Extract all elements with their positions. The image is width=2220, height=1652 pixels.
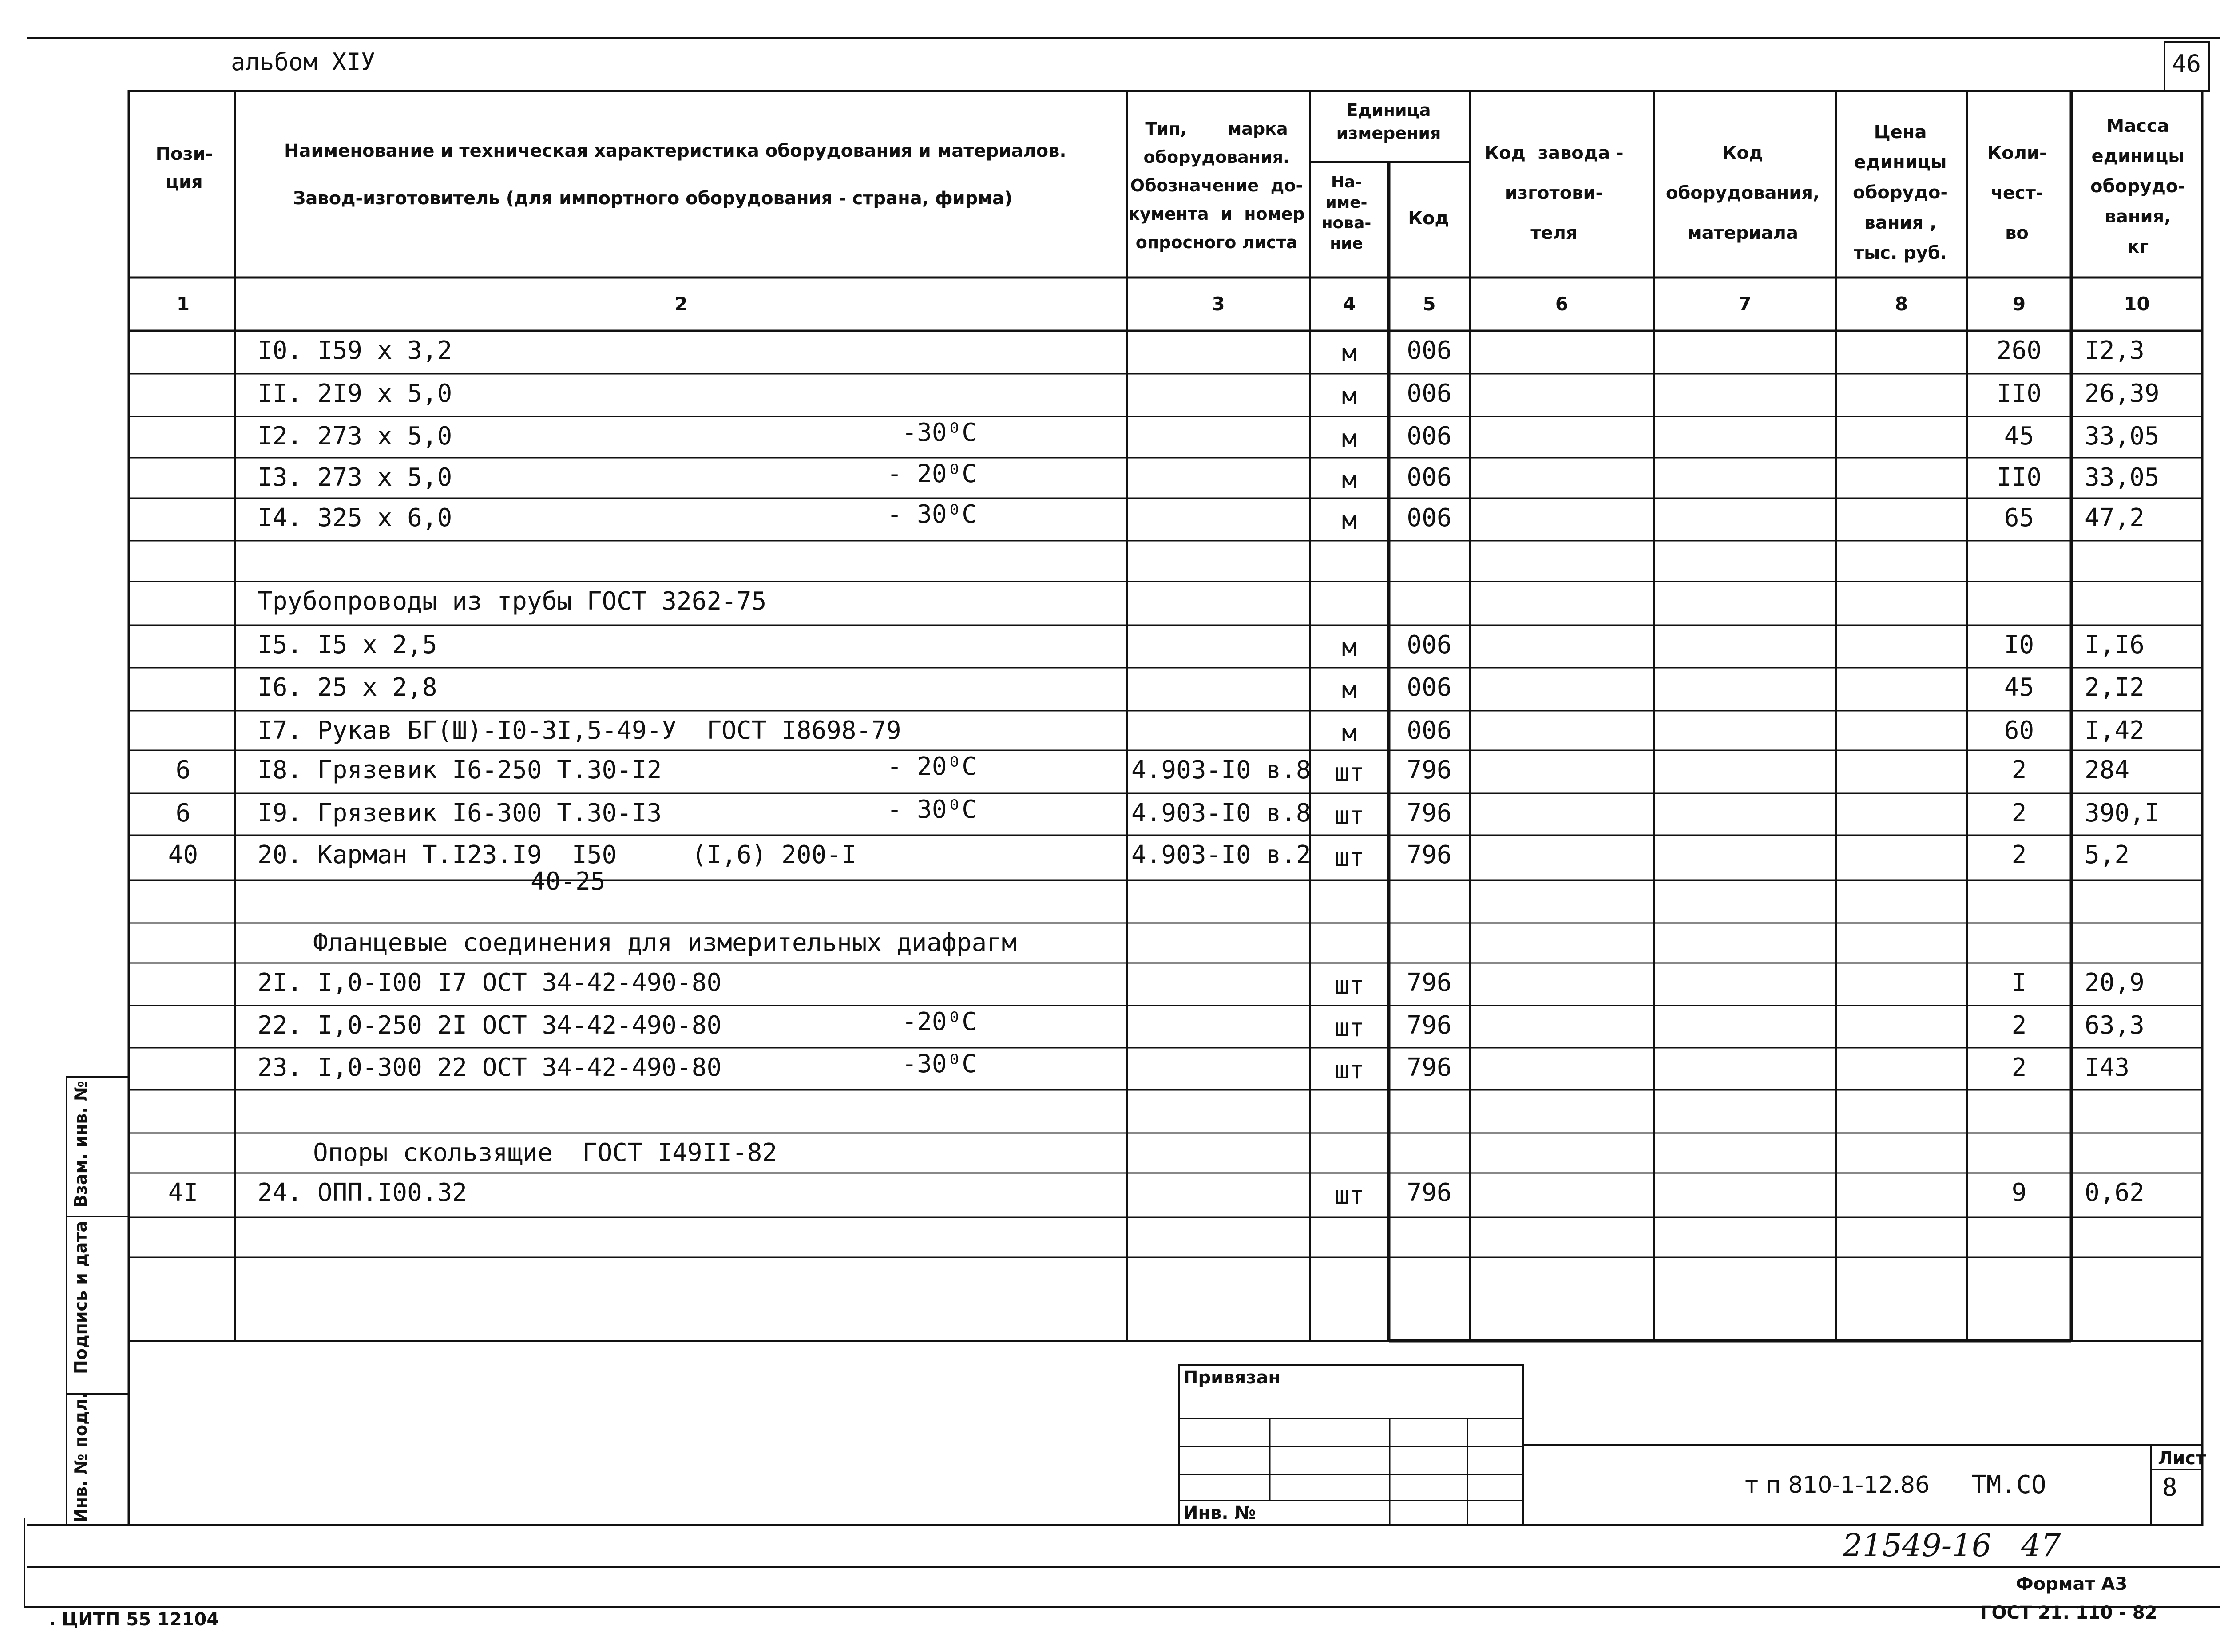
- cell-code: 796: [1407, 968, 1452, 997]
- cell-code: 006: [1407, 463, 1452, 492]
- album-label: альбом XIУ: [231, 48, 376, 76]
- cell-code: 006: [1407, 673, 1452, 702]
- stamp-mark: ТМ.СО: [1971, 1470, 2046, 1499]
- header-type: Тип, марка оборудования. Обозначение до- кумента и номер опросного листа: [1128, 119, 1305, 252]
- cell-name: I2. 273 x 5,0: [258, 422, 452, 451]
- cell-name: I4. 325 x 6,0: [258, 503, 452, 532]
- cell-name: I3. 273 x 5,0: [258, 463, 452, 492]
- cell-name: 24. ОПП.I00.32: [258, 1178, 468, 1207]
- column-number: 9: [2012, 293, 2026, 315]
- cell-qty: 45: [2004, 422, 2034, 451]
- cell-name: Трубопроводы из трубы ГОСТ 3262-75: [258, 587, 767, 616]
- cell-qty: I: [2011, 968, 2027, 997]
- cell-unit: шт: [1334, 801, 1364, 830]
- stamp-privyazan: Привязан: [1183, 1367, 1281, 1388]
- column-number: 8: [1895, 293, 1908, 315]
- cell-unit: м: [1342, 424, 1357, 453]
- cell-code: 796: [1407, 756, 1452, 784]
- cell-mass: 0,62: [2085, 1178, 2145, 1207]
- side-label-podpis: Подпись и дата: [71, 1220, 91, 1374]
- gost-label: ГОСТ 21. 110 - 82: [1980, 1603, 2157, 1623]
- cell-type: 4.903-I0 в.8: [1131, 799, 1311, 828]
- cell-name: 23. I,0-300 22 ОСТ 34-42-490-80: [258, 1053, 722, 1082]
- cell-mass: 33,05: [2085, 463, 2160, 492]
- cell-code: 006: [1407, 716, 1452, 745]
- cell-type: 4.903-I0 в.8: [1131, 756, 1311, 784]
- cell-qty: II0: [1996, 379, 2042, 408]
- cell-unit: шт: [1334, 1181, 1364, 1210]
- cell-qty: I0: [2004, 630, 2034, 659]
- cell-qty: 260: [1996, 336, 2042, 365]
- cell-name: I0. I59 x 3,2: [258, 336, 452, 365]
- cell-qty: 65: [2004, 503, 2034, 532]
- cell-mass: I,I6: [2085, 630, 2145, 659]
- stamp-inv-no: Инв. №: [1183, 1503, 1256, 1523]
- cell-mass: 20,9: [2085, 968, 2145, 997]
- header-factory: Код завода - изготови- теля: [1484, 143, 1624, 243]
- header-price: Цена единицы оборудо- вания , тыс. руб.: [1853, 122, 1948, 263]
- column-number: 5: [1423, 293, 1436, 315]
- cell-code: 796: [1407, 1178, 1452, 1207]
- cell-name: 20. Карман Т.I23.I9 I50 (I,6) 200-I: [258, 840, 856, 869]
- cell-mass: 33,05: [2085, 422, 2160, 451]
- cell-name: I6. 25 x 2,8: [258, 673, 437, 702]
- cell-code: 796: [1407, 799, 1452, 828]
- cell-qty: II0: [1996, 463, 2042, 492]
- cell-name: Опоры скользящие ГОСТ I49II-82: [313, 1138, 777, 1167]
- cell-name: Фланцевые соединения для измерительных диафрагм: [313, 928, 1017, 957]
- cell-temp: -30⁰C: [902, 1050, 977, 1078]
- column-number: 10: [2124, 293, 2150, 315]
- header-unit-name: На- име- нова- ние: [1321, 173, 1372, 253]
- cell-unit: шт: [1334, 843, 1364, 872]
- format-label: Формат А3: [2016, 1574, 2128, 1594]
- cell-mass: I43: [2085, 1053, 2130, 1082]
- cell-code: 796: [1407, 840, 1452, 869]
- cell-pos: 6: [175, 756, 191, 784]
- cell-mass: 47,2: [2085, 503, 2145, 532]
- cell-qty: 2: [2011, 1053, 2027, 1082]
- cell-unit: шт: [1334, 971, 1364, 1000]
- header-pos: Пози- ция: [155, 144, 213, 193]
- column-number: 2: [674, 293, 688, 315]
- column-number: 1: [176, 293, 190, 315]
- cell-code: 006: [1407, 422, 1452, 451]
- cell-unit: м: [1342, 466, 1357, 495]
- column-number: 3: [1212, 293, 1225, 315]
- cell-mass: 284: [2085, 756, 2130, 784]
- cell-name: 2I. I,0-I00 I7 ОСТ 34-42-490-80: [258, 968, 722, 997]
- cell-mass: 390,I: [2085, 799, 2160, 828]
- cell-temp: -20⁰C: [902, 1007, 977, 1036]
- cell-mass: I,42: [2085, 716, 2145, 745]
- header-unit-code: Код: [1408, 208, 1449, 229]
- cell-mass: 5,2: [2085, 840, 2130, 869]
- cell-pos: 4I: [168, 1178, 198, 1207]
- header-qty: Коли- чест- во: [1987, 143, 2047, 243]
- cell-unit: м: [1342, 719, 1357, 748]
- cell-qty: 45: [2004, 673, 2034, 702]
- cell-unit: м: [1342, 382, 1357, 411]
- cell-temp: - 30⁰C: [887, 795, 977, 824]
- handwritten-number: 21549-16 47: [1843, 1527, 2061, 1564]
- cell-code: 006: [1407, 336, 1452, 365]
- cell-qty: 2: [2011, 799, 2027, 828]
- cell-mass: I2,3: [2085, 336, 2145, 365]
- header-name-line1: Наименование и техническая характеристика оборудования и материалов.: [284, 141, 1066, 161]
- cell-name: I7. Рукав БГ(Ш)-I0-3I,5-49-У ГОСТ I8698-79: [258, 716, 901, 745]
- column-number: 7: [1738, 293, 1752, 315]
- header-unit: Единица измерения: [1336, 100, 1441, 143]
- cell-pos: 40: [168, 840, 198, 869]
- header-mass: Масса единицы оборудо- вания, кг: [2090, 116, 2185, 257]
- cell-code: 796: [1407, 1011, 1452, 1040]
- cell-code: 006: [1407, 379, 1452, 408]
- cell-unit: м: [1342, 676, 1357, 705]
- cell-name: 22. I,0-250 2I ОСТ 34-42-490-80: [258, 1011, 722, 1040]
- cell-unit: шт: [1334, 758, 1364, 787]
- cell-temp: - 30⁰C: [887, 500, 977, 529]
- column-number: 6: [1555, 293, 1569, 315]
- column-number: 4: [1343, 293, 1356, 315]
- cell-temp: -30⁰C: [902, 418, 977, 447]
- header-equip-code: Код оборудования, материала: [1665, 143, 1820, 243]
- cell-qty: 2: [2011, 1011, 2027, 1040]
- cell-code: 006: [1407, 630, 1452, 659]
- cell-unit: м: [1342, 339, 1357, 368]
- stamp-list-label: Лист: [2158, 1448, 2206, 1469]
- side-label-vzam: Взам. инв. №: [71, 1081, 91, 1208]
- cell-mass: 63,3: [2085, 1011, 2145, 1040]
- cell-temp: - 20⁰C: [887, 752, 977, 781]
- cell-mass: 2,I2: [2085, 673, 2145, 702]
- cell-pos: 6: [175, 799, 191, 828]
- stamp-list-value: 8: [2162, 1473, 2177, 1502]
- cell-code: 796: [1407, 1053, 1452, 1082]
- cell-name: II. 2I9 x 5,0: [258, 379, 452, 408]
- side-label-inv-podl: Инв. № подл.: [71, 1392, 91, 1523]
- page-number: 46: [2172, 50, 2201, 78]
- cell-qty: 9: [2011, 1178, 2027, 1207]
- cell-qty: 60: [2004, 716, 2034, 745]
- cell-code: 006: [1407, 503, 1452, 532]
- cell-mass: 26,39: [2085, 379, 2160, 408]
- cell-qty: 2: [2011, 840, 2027, 869]
- cell-name: I5. I5 x 2,5: [258, 630, 437, 659]
- cell-name: I9. Грязевик I6-300 Т.30-I3: [258, 799, 662, 828]
- cell-type: 4.903-I0 в.2: [1131, 840, 1311, 869]
- cell-name: I8. Грязевик I6-250 Т.30-I2: [258, 756, 662, 784]
- cell-unit: м: [1342, 506, 1357, 535]
- tsitp-label: . ЦИТП 55 12104: [49, 1609, 219, 1630]
- cell-unit: шт: [1334, 1014, 1364, 1042]
- cell-temp: - 20⁰C: [887, 460, 977, 488]
- header-name-line2: Завод-изготовитель (для импортного оборудования - страна, фирма): [293, 188, 1013, 209]
- cell-qty: 2: [2011, 756, 2027, 784]
- stamp-doc-code: т п 810-1-12.86: [1745, 1472, 1930, 1498]
- cell-unit: шт: [1334, 1056, 1364, 1085]
- cell-name-sub: 40-25: [531, 867, 606, 896]
- cell-unit: м: [1342, 633, 1357, 662]
